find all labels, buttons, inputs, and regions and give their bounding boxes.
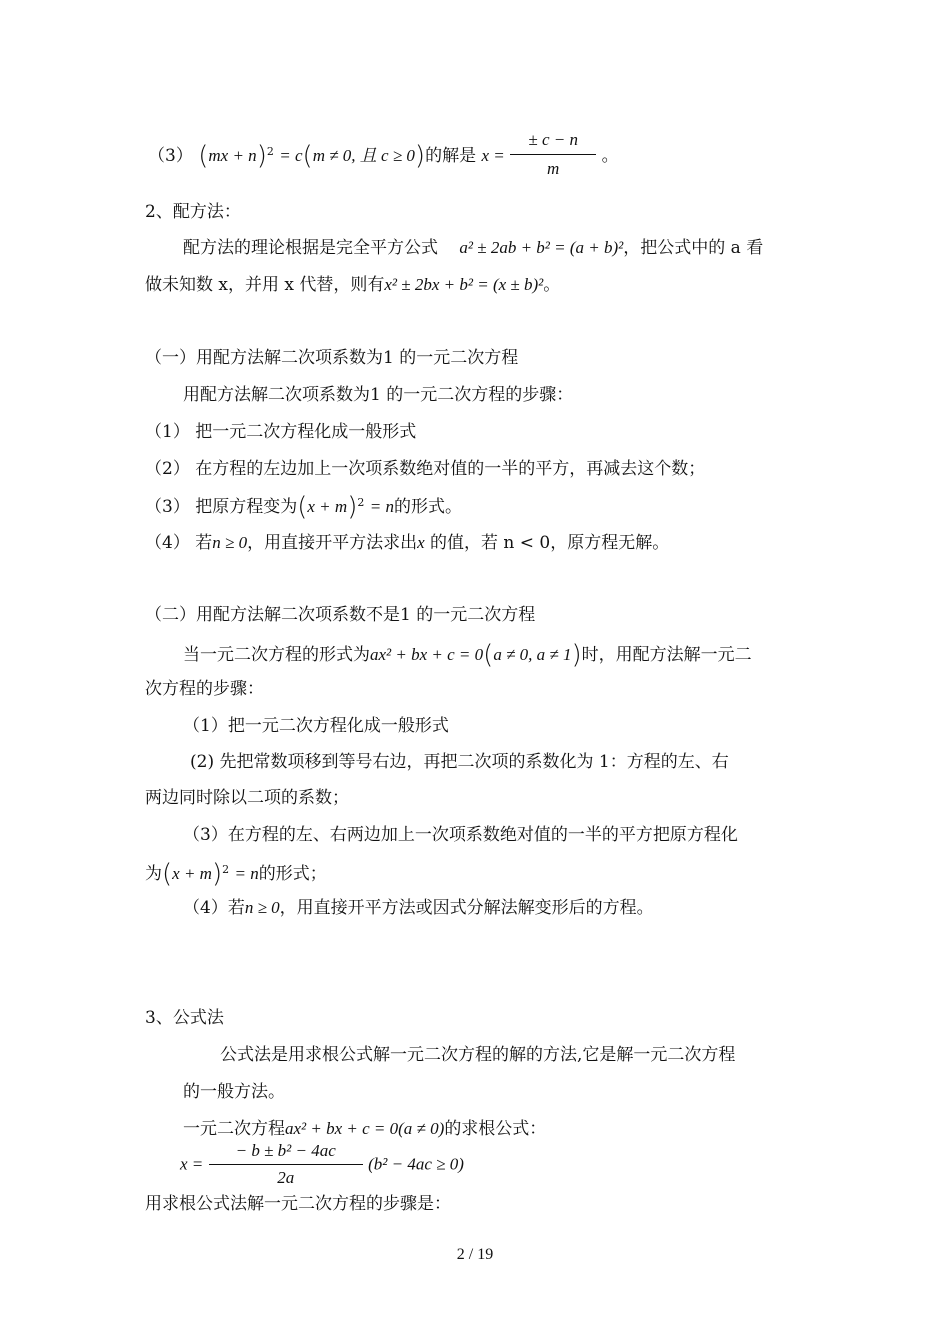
sec3-root-intro	[183, 1117, 546, 1141]
paren-open-5: (	[162, 859, 173, 889]
sec2-p1	[183, 236, 763, 260]
paren-close-3: )	[347, 492, 358, 522]
part2-step1: （1）把一元二次方程化成一般形式	[183, 716, 449, 736]
sec3-root-intro-b: 的求根公式：	[444, 1119, 547, 1139]
exp-2b: 2	[222, 863, 230, 876]
part2-step3-eq: = n	[234, 864, 259, 883]
part2-intro-cont: 次方程的步骤：	[145, 679, 264, 699]
part2-step4-a: （4）若	[183, 898, 245, 918]
paren-close: )	[256, 141, 267, 171]
paren-open: (	[198, 141, 209, 171]
part2-step4	[183, 896, 654, 920]
sec3-p1-cont: 的一般方法。	[183, 1082, 285, 1102]
item3-line	[148, 132, 619, 181]
part1-step2: （2） 在方程的左边加上一次项系数绝对值的一半的平方，再减去这个数；	[145, 459, 706, 479]
item3-fraction	[510, 128, 596, 181]
item3-eq-c: = c	[279, 146, 303, 165]
sec2-p1-tail: ，把公式中的 a 看	[623, 238, 764, 258]
sec3-root-num: − b ± b² − 4ac	[209, 1140, 363, 1165]
item3-lhs: mx + n	[208, 146, 257, 165]
item3-frac-num: ± c − n	[510, 128, 596, 155]
part2-step3-formula: x + m	[172, 864, 212, 883]
part2-step2-b: 两边同时除以二项的系数；	[145, 788, 349, 808]
paren-open-2: (	[302, 141, 313, 171]
sec3-steps-intro: 用求根公式法解一元二次方程的步骤是：	[145, 1194, 451, 1214]
part1-step4-a: （4） 若	[145, 533, 213, 553]
part1-step3-c: 的形式。	[393, 497, 462, 517]
part1-step4-cond: n ≥ 0	[212, 533, 248, 552]
part2-step2-a: (2) 先把常数项移到等号右边，再把二次项的系数化为 1：方程的左、右	[190, 752, 729, 772]
part1-step3	[145, 492, 462, 521]
part2-step4-b: ，用直接开平方法或因式分解法解变形后的方程。	[279, 898, 654, 918]
sec3-root-intro-a: 一元二次方程	[183, 1119, 285, 1139]
sec2-p1-formula: a² ± 2ab + b² = (a + b)²	[459, 238, 624, 257]
part2-intro	[183, 640, 752, 670]
sec3-root-den: 2a	[277, 1168, 295, 1187]
sec2-p2-text: 做未知数 x，并用 x 代替，则有	[145, 275, 385, 295]
page-number: 2 / 19	[456, 1246, 494, 1263]
paren-close-4: )	[571, 640, 582, 670]
part2-heading: （二）用配方法解二次项系数不是1 的一元二次方程	[145, 605, 536, 625]
part1-intro: 用配方法解二次项系数为1 的一元二次方程的步骤：	[183, 385, 574, 405]
part1-step4-b: ，用直接开平方法求出	[247, 533, 418, 553]
sec3-root-x: x =	[180, 1154, 204, 1174]
sec3-root-fraction	[209, 1140, 363, 1189]
paren-close-2: )	[414, 141, 426, 171]
sec2-p2	[145, 273, 560, 297]
item3-frac-den: m	[547, 159, 560, 178]
part1-step4-c: 的值，若 n < 0，原方程无解。	[430, 533, 670, 553]
sec3-root-intro-formula: ax² + bx + c = 0(a ≠ 0)	[285, 1119, 445, 1138]
part1-step4	[145, 531, 669, 555]
paren-close-5: )	[211, 859, 223, 889]
item3-suffix: 的解是	[425, 146, 477, 166]
exp-2: 2	[357, 496, 365, 509]
part2-step3-c: 的形式；	[258, 864, 327, 884]
sec3-root-formula	[180, 1140, 464, 1189]
item3-x-eq: x =	[481, 146, 505, 165]
sec3-root-cond: (b² − 4ac ≥ 0)	[368, 1154, 464, 1174]
item3-end: 。	[601, 146, 619, 166]
part2-step3-b-line	[145, 859, 327, 888]
part2-intro-formula: ax² + bx + c = 0	[370, 645, 484, 664]
part1-heading: （一）用配方法解二次项系数为1 的一元二次方程	[145, 348, 519, 368]
part1-step3-b: = n	[369, 497, 394, 516]
part1-step4-x: x	[417, 533, 425, 552]
sec3-heading: 3、公式法	[145, 1008, 224, 1028]
part2-step4-cond: n ≥ 0	[244, 898, 280, 917]
part2-intro-cond: a ≠ 0, a ≠ 1	[493, 645, 572, 664]
sec3-p1: 公式法是用求根公式解一元二次方程的解的方法,它是解一元二次方程	[220, 1045, 736, 1065]
part2-step3-b: 为	[145, 864, 162, 884]
item3-exp: 2	[266, 145, 274, 158]
part1-step1: （1） 把一元二次方程化成一般形式	[145, 422, 417, 442]
part2-intro-b: 时，用配方法解一元二	[581, 645, 752, 665]
part2-intro-a: 当一元二次方程的形式为	[183, 645, 370, 665]
item3-cond: m ≠ 0, 且 c ≥ 0	[312, 146, 415, 165]
sec2-p2-formula: x² ± 2bx + b² = (x ± b)²	[384, 275, 544, 294]
item3-prefix: （3）	[148, 146, 193, 166]
paren-open-4: (	[483, 640, 494, 670]
paren-open-3: (	[297, 492, 308, 522]
sec2-p2-end: 。	[543, 275, 561, 295]
sec2-p1-text: 配方法的理论根据是完全平方公式	[183, 238, 438, 258]
part1-step3-a: （3） 把原方程变为	[145, 497, 298, 517]
part2-step3-a: （3）在方程的左、右两边加上一次项系数绝对值的一半的平方把原方程化	[183, 825, 738, 845]
part1-step3-formula: x + m	[307, 497, 348, 516]
sec2-heading: 2、配方法：	[145, 202, 241, 222]
